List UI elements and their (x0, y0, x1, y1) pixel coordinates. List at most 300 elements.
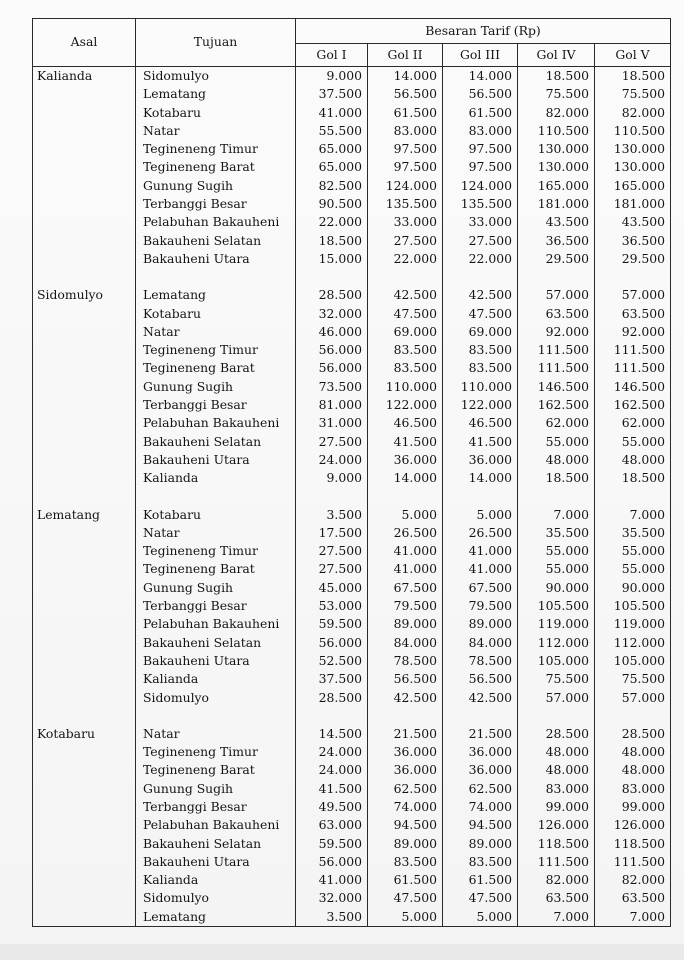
origin-cell (33, 908, 136, 927)
tariff-gol-5-cell: 63.500 (595, 305, 671, 323)
tariff-gol-3-cell: 89.000 (443, 615, 518, 633)
table-row (33, 689, 671, 707)
tariff-gol-1-cell: 41.000 (296, 104, 368, 122)
tariff-gol-1-cell: 18.500 (296, 232, 368, 250)
tariff-gol-5-cell: 111.500 (595, 341, 671, 359)
spacer-cell (443, 488, 518, 506)
tariff-gol-4-cell: 18.500 (518, 469, 595, 487)
tariff-gol-5-cell: 35.500 (595, 524, 671, 542)
tariff-gol-3-cell: 74.000 (443, 798, 518, 816)
tariff-gol-3-cell: 46.500 (443, 414, 518, 432)
destination-cell: Lematang (136, 908, 296, 927)
tariff-gol-1-cell: 46.000 (296, 323, 368, 341)
origin-cell (33, 305, 136, 323)
table-row (33, 341, 671, 359)
tariff-gol-3-cell: 56.500 (443, 670, 518, 688)
header-gol-4: Gol IV (518, 44, 595, 67)
tariff-gol-2-cell: 36.000 (368, 743, 443, 761)
tariff-gol-1-cell: 14.500 (296, 725, 368, 743)
destination-cell: Pelabuhan Bakauheni (136, 213, 296, 231)
tariff-gol-2-cell: 5.000 (368, 908, 443, 927)
tariff-gol-4-cell: 75.500 (518, 670, 595, 688)
tariff-gol-2-cell: 67.500 (368, 579, 443, 597)
tariff-gol-5-cell: 28.500 (595, 725, 671, 743)
table-header (33, 19, 671, 67)
origin-cell (33, 560, 136, 578)
spacer-cell (136, 268, 296, 286)
spacer-cell (518, 488, 595, 506)
tariff-gol-5-cell: 82.000 (595, 104, 671, 122)
tariff-gol-4-cell: 118.500 (518, 835, 595, 853)
tariff-gol-3-cell: 89.000 (443, 835, 518, 853)
tariff-gol-5-cell: 126.000 (595, 816, 671, 834)
tariff-gol-2-cell: 14.000 (368, 469, 443, 487)
table-row (33, 414, 671, 432)
tariff-gol-4-cell: 57.000 (518, 286, 595, 304)
tariff-gol-2-cell: 36.000 (368, 761, 443, 779)
tariff-gol-3-cell: 61.500 (443, 871, 518, 889)
tariff-gol-5-cell: 165.000 (595, 177, 671, 195)
destination-cell: Kotabaru (136, 506, 296, 524)
table-row (33, 560, 671, 578)
tariff-gol-5-cell: 48.000 (595, 761, 671, 779)
tariff-gol-5-cell: 119.000 (595, 615, 671, 633)
destination-cell: Tegineneng Timur (136, 743, 296, 761)
tariff-gol-3-cell: 97.500 (443, 140, 518, 158)
tariff-gol-2-cell: 61.500 (368, 871, 443, 889)
tariff-gol-1-cell: 28.500 (296, 286, 368, 304)
table-row (33, 889, 671, 907)
destination-cell: Bakauheni Utara (136, 250, 296, 268)
tariff-gol-4-cell: 82.000 (518, 104, 595, 122)
destination-cell: Tegineneng Timur (136, 341, 296, 359)
origin-cell (33, 85, 136, 103)
destination-cell: Kalianda (136, 670, 296, 688)
origin-cell (33, 780, 136, 798)
tariff-gol-2-cell: 83.000 (368, 122, 443, 140)
spacer-cell (595, 268, 671, 286)
tariff-gol-1-cell: 52.500 (296, 652, 368, 670)
origin-cell (33, 323, 136, 341)
table-row (33, 670, 671, 688)
table-row (33, 542, 671, 560)
tariff-gol-4-cell: 105.000 (518, 652, 595, 670)
page-bottom-edge (0, 944, 684, 960)
tariff-gol-5-cell: 55.000 (595, 433, 671, 451)
tariff-gol-4-cell: 165.000 (518, 177, 595, 195)
origin-cell (33, 689, 136, 707)
tariff-gol-2-cell: 69.000 (368, 323, 443, 341)
tariff-gol-1-cell: 45.000 (296, 579, 368, 597)
tariff-gol-1-cell: 41.000 (296, 871, 368, 889)
tariff-gol-5-cell: 55.000 (595, 560, 671, 578)
table-row (33, 743, 671, 761)
tariff-gol-4-cell: 105.500 (518, 597, 595, 615)
spacer-cell (443, 707, 518, 725)
tariff-gol-2-cell: 78.500 (368, 652, 443, 670)
tariff-gol-2-cell: 122.000 (368, 396, 443, 414)
origin-cell (33, 122, 136, 140)
table-row (33, 506, 671, 524)
origin-cell (33, 615, 136, 633)
table-row (33, 195, 671, 213)
tariff-gol-2-cell: 61.500 (368, 104, 443, 122)
tariff-gol-5-cell: 18.500 (595, 469, 671, 487)
destination-cell: Natar (136, 524, 296, 542)
tariff-gol-3-cell: 14.000 (443, 469, 518, 487)
origin-cell (33, 542, 136, 560)
table-row (33, 433, 671, 451)
tariff-gol-5-cell: 57.000 (595, 689, 671, 707)
tariff-gol-1-cell: 27.500 (296, 542, 368, 560)
tariff-gol-1-cell: 37.500 (296, 85, 368, 103)
tariff-gol-1-cell: 3.500 (296, 506, 368, 524)
origin-cell: Lematang (33, 506, 136, 524)
tariff-gol-3-cell: 5.000 (443, 506, 518, 524)
table-row (33, 85, 671, 103)
tariff-gol-1-cell: 59.500 (296, 835, 368, 853)
spacer-cell (33, 488, 136, 506)
origin-cell (33, 761, 136, 779)
tariff-gol-5-cell: 55.000 (595, 542, 671, 560)
destination-cell: Tegineneng Barat (136, 560, 296, 578)
tariff-gol-5-cell: 83.000 (595, 780, 671, 798)
tariff-gol-4-cell: 146.500 (518, 378, 595, 396)
tariff-gol-3-cell: 47.500 (443, 889, 518, 907)
table-row (33, 524, 671, 542)
tariff-gol-1-cell: 81.000 (296, 396, 368, 414)
tariff-gol-2-cell: 27.500 (368, 232, 443, 250)
tariff-gol-5-cell: 110.500 (595, 122, 671, 140)
spacer-cell (518, 268, 595, 286)
tariff-gol-3-cell: 27.500 (443, 232, 518, 250)
table-row (33, 323, 671, 341)
tariff-gol-1-cell: 32.000 (296, 305, 368, 323)
destination-cell: Tegineneng Barat (136, 359, 296, 377)
header-gol-1: Gol I (296, 44, 368, 67)
tariff-gol-1-cell: 22.000 (296, 213, 368, 231)
tariff-gol-3-cell: 78.500 (443, 652, 518, 670)
header-asal: Asal (33, 19, 136, 67)
spacer-cell (296, 488, 368, 506)
tariff-gol-3-cell: 135.500 (443, 195, 518, 213)
tariff-gol-1-cell: 65.000 (296, 158, 368, 176)
spacer-cell (443, 268, 518, 286)
tariff-gol-5-cell: 82.000 (595, 871, 671, 889)
tariff-gol-3-cell: 5.000 (443, 908, 518, 927)
destination-cell: Bakauheni Selatan (136, 433, 296, 451)
tariff-gol-3-cell: 47.500 (443, 305, 518, 323)
table-row (33, 725, 671, 743)
spacer-cell (368, 707, 443, 725)
tariff-gol-5-cell: 62.000 (595, 414, 671, 432)
tariff-gol-1-cell: 73.500 (296, 378, 368, 396)
tariff-gol-5-cell: 181.000 (595, 195, 671, 213)
spacer-cell (33, 268, 136, 286)
origin-cell (33, 195, 136, 213)
tariff-gol-1-cell: 17.500 (296, 524, 368, 542)
destination-cell: Bakauheni Utara (136, 451, 296, 469)
tariff-gol-1-cell: 28.500 (296, 689, 368, 707)
destination-cell: Gunung Sugih (136, 378, 296, 396)
destination-cell: Natar (136, 725, 296, 743)
tariff-gol-2-cell: 41.000 (368, 542, 443, 560)
tariff-gol-3-cell: 61.500 (443, 104, 518, 122)
tariff-gol-2-cell: 33.000 (368, 213, 443, 231)
tariff-gol-1-cell: 65.000 (296, 140, 368, 158)
origin-cell (33, 670, 136, 688)
destination-cell: Pelabuhan Bakauheni (136, 816, 296, 834)
tariff-gol-2-cell: 36.000 (368, 451, 443, 469)
tariff-gol-1-cell: 15.000 (296, 250, 368, 268)
tariff-gol-4-cell: 43.500 (518, 213, 595, 231)
tariff-gol-5-cell: 92.000 (595, 323, 671, 341)
tariff-gol-1-cell: 56.000 (296, 359, 368, 377)
origin-cell: Kalianda (33, 67, 136, 86)
tariff-gol-5-cell: 48.000 (595, 451, 671, 469)
group-spacer-row (33, 268, 671, 286)
tariff-gol-5-cell: 75.500 (595, 670, 671, 688)
tariff-gol-4-cell: 28.500 (518, 725, 595, 743)
table-row (33, 871, 671, 889)
tariff-gol-2-cell: 74.000 (368, 798, 443, 816)
spacer-cell (296, 268, 368, 286)
tariff-gol-2-cell: 47.500 (368, 305, 443, 323)
tariff-gol-4-cell: 48.000 (518, 451, 595, 469)
tariff-gol-4-cell: 110.500 (518, 122, 595, 140)
tariff-gol-5-cell: 111.500 (595, 359, 671, 377)
table-row (33, 761, 671, 779)
origin-cell (33, 524, 136, 542)
tariff-gol-4-cell: 112.000 (518, 634, 595, 652)
origin-cell: Kotabaru (33, 725, 136, 743)
tariff-gol-2-cell: 14.000 (368, 67, 443, 86)
origin-cell (33, 889, 136, 907)
tariff-gol-4-cell: 55.000 (518, 560, 595, 578)
header-besaran-tarif: Besaran Tarif (Rp) (296, 19, 671, 44)
origin-cell (33, 250, 136, 268)
tariff-gol-2-cell: 62.500 (368, 780, 443, 798)
tariff-gol-1-cell: 53.000 (296, 597, 368, 615)
tariff-gol-5-cell: 57.000 (595, 286, 671, 304)
destination-cell: Pelabuhan Bakauheni (136, 615, 296, 633)
tariff-gol-2-cell: 5.000 (368, 506, 443, 524)
destination-cell: Bakauheni Selatan (136, 232, 296, 250)
tariff-gol-3-cell: 41.500 (443, 433, 518, 451)
group-spacer-row (33, 707, 671, 725)
tariff-gol-3-cell: 84.000 (443, 634, 518, 652)
destination-cell: Lematang (136, 286, 296, 304)
table-row (33, 286, 671, 304)
tariff-gol-5-cell: 7.000 (595, 506, 671, 524)
destination-cell: Sidomulyo (136, 889, 296, 907)
tariff-gol-5-cell: 48.000 (595, 743, 671, 761)
tariff-gol-5-cell: 29.500 (595, 250, 671, 268)
tariff-gol-1-cell: 63.000 (296, 816, 368, 834)
tariff-gol-3-cell: 97.500 (443, 158, 518, 176)
tariff-gol-5-cell: 36.500 (595, 232, 671, 250)
tariff-gol-3-cell: 14.000 (443, 67, 518, 86)
spacer-cell (136, 488, 296, 506)
tariff-gol-5-cell: 118.500 (595, 835, 671, 853)
origin-cell (33, 177, 136, 195)
tariff-gol-3-cell: 79.500 (443, 597, 518, 615)
tariff-gol-4-cell: 90.000 (518, 579, 595, 597)
tariff-gol-2-cell: 94.500 (368, 816, 443, 834)
header-gol-2: Gol II (368, 44, 443, 67)
tariff-gol-1-cell: 9.000 (296, 67, 368, 86)
origin-cell (33, 213, 136, 231)
destination-cell: Terbanggi Besar (136, 396, 296, 414)
tariff-gol-5-cell: 130.000 (595, 140, 671, 158)
destination-cell: Tegineneng Timur (136, 542, 296, 560)
tariff-gol-4-cell: 130.000 (518, 158, 595, 176)
tariff-gol-2-cell: 83.500 (368, 341, 443, 359)
origin-cell (33, 378, 136, 396)
destination-cell: Kotabaru (136, 305, 296, 323)
destination-cell: Bakauheni Selatan (136, 835, 296, 853)
tariff-gol-2-cell: 97.500 (368, 140, 443, 158)
table-row (33, 835, 671, 853)
tariff-gol-1-cell: 56.000 (296, 341, 368, 359)
origin-cell (33, 469, 136, 487)
tariff-gol-2-cell: 47.500 (368, 889, 443, 907)
tariff-gol-2-cell: 83.500 (368, 853, 443, 871)
destination-cell: Bakauheni Selatan (136, 634, 296, 652)
spacer-cell (33, 707, 136, 725)
tariff-gol-4-cell: 48.000 (518, 761, 595, 779)
tariff-gol-2-cell: 41.000 (368, 560, 443, 578)
table-row (33, 122, 671, 140)
origin-cell (33, 140, 136, 158)
destination-cell: Tegineneng Barat (136, 158, 296, 176)
tariff-gol-2-cell: 83.500 (368, 359, 443, 377)
tariff-gol-4-cell: 57.000 (518, 689, 595, 707)
table-row (33, 158, 671, 176)
table-row (33, 853, 671, 871)
tariff-gol-1-cell: 56.000 (296, 853, 368, 871)
table-row (33, 250, 671, 268)
tariff-gol-4-cell: 111.500 (518, 853, 595, 871)
tariff-table (32, 18, 671, 927)
tariff-gol-3-cell: 56.500 (443, 85, 518, 103)
table-row (33, 451, 671, 469)
tariff-gol-4-cell: 55.000 (518, 542, 595, 560)
tariff-gol-3-cell: 33.000 (443, 213, 518, 231)
tariff-gol-4-cell: 111.500 (518, 341, 595, 359)
destination-cell: Lematang (136, 85, 296, 103)
tariff-gol-2-cell: 56.500 (368, 85, 443, 103)
tariff-gol-3-cell: 122.000 (443, 396, 518, 414)
destination-cell: Sidomulyo (136, 67, 296, 86)
tariff-gol-4-cell: 63.500 (518, 305, 595, 323)
table-row (33, 213, 671, 231)
origin-cell (33, 104, 136, 122)
tariff-gol-3-cell: 110.000 (443, 378, 518, 396)
tariff-gol-4-cell: 181.000 (518, 195, 595, 213)
tariff-gol-1-cell: 82.500 (296, 177, 368, 195)
tariff-gol-5-cell: 105.000 (595, 652, 671, 670)
table-row (33, 816, 671, 834)
destination-cell: Bakauheni Utara (136, 652, 296, 670)
table-row (33, 177, 671, 195)
table-row (33, 140, 671, 158)
destination-cell: Natar (136, 323, 296, 341)
destination-cell: Pelabuhan Bakauheni (136, 414, 296, 432)
tariff-gol-2-cell: 41.500 (368, 433, 443, 451)
tariff-gol-1-cell: 24.000 (296, 761, 368, 779)
tariff-gol-4-cell: 48.000 (518, 743, 595, 761)
destination-cell: Kalianda (136, 469, 296, 487)
header-gol-3: Gol III (443, 44, 518, 67)
destination-cell: Terbanggi Besar (136, 195, 296, 213)
table-row (33, 359, 671, 377)
tariff-gol-4-cell: 62.000 (518, 414, 595, 432)
spacer-cell (518, 707, 595, 725)
tariff-gol-4-cell: 55.000 (518, 433, 595, 451)
tariff-gol-2-cell: 124.000 (368, 177, 443, 195)
tariff-gol-4-cell: 92.000 (518, 323, 595, 341)
table-row (33, 305, 671, 323)
tariff-gol-4-cell: 82.000 (518, 871, 595, 889)
tariff-gol-1-cell: 31.000 (296, 414, 368, 432)
tariff-gol-3-cell: 42.500 (443, 689, 518, 707)
tariff-gol-5-cell: 99.000 (595, 798, 671, 816)
tariff-gol-3-cell: 124.000 (443, 177, 518, 195)
tariff-gol-5-cell: 7.000 (595, 908, 671, 927)
destination-cell: Kotabaru (136, 104, 296, 122)
table-row (33, 798, 671, 816)
tariff-gol-3-cell: 94.500 (443, 816, 518, 834)
tariff-gol-3-cell: 83.500 (443, 359, 518, 377)
tariff-gol-1-cell: 27.500 (296, 433, 368, 451)
origin-cell (33, 871, 136, 889)
tariff-gol-4-cell: 35.500 (518, 524, 595, 542)
tariff-gol-4-cell: 126.000 (518, 816, 595, 834)
tariff-gol-3-cell: 36.000 (443, 451, 518, 469)
origin-cell (33, 414, 136, 432)
tariff-gol-5-cell: 18.500 (595, 67, 671, 86)
tariff-gol-3-cell: 21.500 (443, 725, 518, 743)
origin-cell (33, 853, 136, 871)
tariff-gol-5-cell: 75.500 (595, 85, 671, 103)
tariff-gol-1-cell: 32.000 (296, 889, 368, 907)
table-row (33, 652, 671, 670)
tariff-gol-3-cell: 42.500 (443, 286, 518, 304)
origin-cell (33, 433, 136, 451)
tariff-gol-5-cell: 111.500 (595, 853, 671, 871)
group-spacer-row (33, 488, 671, 506)
destination-cell: Bakauheni Utara (136, 853, 296, 871)
tariff-gol-5-cell: 63.500 (595, 889, 671, 907)
tariff-gol-2-cell: 22.000 (368, 250, 443, 268)
table-body (33, 67, 671, 927)
origin-cell (33, 634, 136, 652)
destination-cell: Terbanggi Besar (136, 597, 296, 615)
tariff-gol-3-cell: 62.500 (443, 780, 518, 798)
destination-cell: Terbanggi Besar (136, 798, 296, 816)
origin-cell (33, 597, 136, 615)
tariff-gol-4-cell: 99.000 (518, 798, 595, 816)
destination-cell: Sidomulyo (136, 689, 296, 707)
table-row (33, 579, 671, 597)
tariff-gol-3-cell: 41.000 (443, 542, 518, 560)
tariff-gol-4-cell: 130.000 (518, 140, 595, 158)
origin-cell (33, 798, 136, 816)
spacer-cell (296, 707, 368, 725)
tariff-gol-2-cell: 97.500 (368, 158, 443, 176)
table-row (33, 104, 671, 122)
